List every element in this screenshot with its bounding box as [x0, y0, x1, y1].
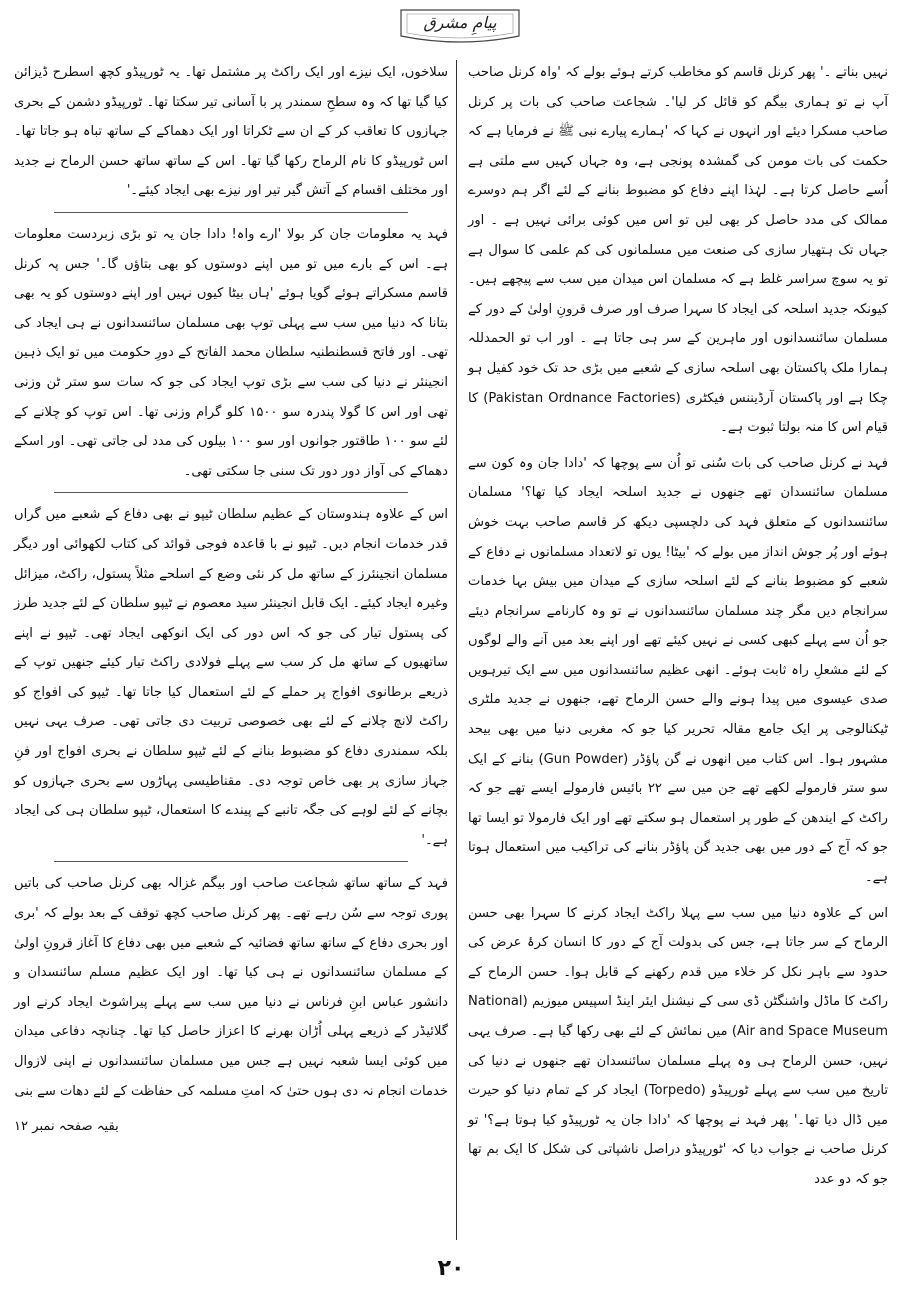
masthead-title: پیامِ مشرق [423, 13, 497, 32]
paragraph: فہد کے ساتھ ساتھ شجاعت صاحب اور بیگم غزالہ بھی کرنل صاحب کی باتیں پوری توجہ سے سُن رہے تھے۔ پھر کرنل صاحب کچھ توقف کے بعد بولے کہ 'بری اور بحری دفاع کے ساتھ ساتھ فضائیہ کے شعبے میں بھی دفاع کا آغاز قرونِ اولیٰ کے مسلمان سائنسدانوں نے ہی کیا تھا۔ اور ایک عظیم مسلم سائنسدان و دانشور عباس ابنِ فرناس نے دنیا میں سب سے پہلے پیراشوٹ ایجاد کرنے اور گلائیڈر کے ذریعے پہلی اُڑان بھرنے کا اعزاز حاصل کیا تھا۔ چنانچہ دفاعی میدان میں کوئی ایسا شعبہ نہیں ہے جس میں مسلمان سائنسدانوں نے اپنی لازوال خدمات انجام نہ دی ہوں حتیٰ کہ امتِ مسلمہ کی حفاظت کے لئے دھات سے بنی [14, 876, 448, 1099]
paragraph: اس کے علاوہ ہندوستان کے عظیم سلطان ٹیپو نے بھی دفاع کے شعبے میں گراں قدر خدمات انجام دیں۔ ٹیپو نے با قاعدہ فوجی قوائد کی کتاب لکھوائی اور دیگر مسلمان انجینئرز کے ساتھ مل کر نئی وضع کے اسلحے مثلاً پستول، راکٹ، میزائل وغیرہ ایجاد کیئے۔ ایک قابل انجینئر سید معصوم نے ٹیپو سلطان کے لئے جدید طرز کی پستول تیار کی جو کہ اس دور کی ایک انوکھی ایجاد تھی۔ ٹیپو نے اپنے ساتھیوں کے ساتھ مل کر سب سے پہلے فولادی راکٹ تیار کیئے جنھیں توپ کے ذریعے برطانوی افواج پر حملے کے لئے استعمال کیا جاتا تھا۔ ٹیپو کی افواج کو راکٹ لانچ چلانے کے لئے بھی خصوصی تربیت دی جاتی تھی۔ صرف یہی نہیں بلکہ سمندری دفاع کو مضبوط بنانے کے لئے ٹیپو سلطان نے بحری افواج اور فنِ جہاز سازی پر بھی خاص توجہ دی۔ مقناطیسی پہاڑوں سے بحری جہازوں کو بچانے کے لئے لوہے کی جگہ تانبے کے پیندے کا استعمال، ٹیپو سلطان ہی کی ایجاد ہے۔' [14, 507, 448, 848]
paragraph: سلاخوں، ایک نیزے اور ایک راکٹ پر مشتمل تھا۔ یہ ٹورپیڈو کچھ اسطرح ڈیزائن کیا گیا تھا کہ وہ سطحِ سمندر پر با آسانی تیر سکتا تھا۔ ٹورپیڈو دشمن کے بحری جہازوں کا تعاقب کر کے ان سے ٹکراتا اور ایک دھماکے کے ساتھ تباہ ہو جاتا تھا۔ اس ٹورپیڈو کا نام الرماح رکھا گیا تھا۔ اس کے ساتھ ساتھ حسن الرماح نے جدید اور مختلف اقسام کے آتش گیر تیر اور نیزے بھی ایجاد کیئے۔' [14, 65, 448, 199]
paragraph: فہد یہ معلومات جان کر بولا 'ارے واہ! دادا جان یہ تو بڑی زبردست معلومات ہے۔ اس کے بارے میں تو میں اپنے دوستوں کو بھی بتاؤں گا۔' جس پہ کرنل قاسم مسکراتے ہوئے گویا ہوئے 'ہاں بیٹا کیوں نہیں اور اپنے دوستوں کو یہ بھی بتانا کہ دنیا میں سب سے پہلی توپ بھی مسلمان سائنسدانوں نے ہی ایجاد کی تھی۔ اور فاتح قسطنطنیہ سلطان محمد الفاتح کے دورِ حکومت میں تو ایک ذہین انجینئر نے دنیا کی سب سے بڑی توپ ایجاد کی جو کہ سات سو ستر ٹن وزنی تھی اور اس کا گولا پندرہ سو ۱۵۰۰ کلو گرام وزنی تھا۔ اس توپ کو چلانے کے لئے سو ۱۰۰ طاقتور جوانوں اور سو ۱۰۰ بیلوں کی مدد لی جاتی تھی۔ اور اسکے دھماکے کی آواز دور دور تک سنی جا سکتی تھی۔ [14, 226, 449, 479]
continued-note: بقیہ صفحہ نمبر ۱۲ [14, 1119, 119, 1135]
paragraph: فہد نے کرنل صاحب کی بات سُنی تو اُن سے پوچھا کہ 'دادا جان وہ کون سے مسلمان سائنسدان تھے جنھوں نے جدید اسلحہ ایجاد کیا تھا؟' مسلمان سائنسدانوں کے متعلق فہد کی دلچسپی دیکھ کر قاسم صاحب بہت خوش ہوئے اور پُر جوش انداز میں بولے کہ 'بیٹا! یوں تو لاتعداد مسلمانوں نے دفاع کے شعبے کو مضبوط بنانے کے لئے اسلحہ سازی کے میدان میں بیش بہا خدمات سرانجام دیں مگر چند مسلمان سائنسدانوں نے تو وہ کارنامے سرانجام دیئے جو اُن سے پہلے کبھی کسی نے نہیں کیئے تھے اور اپنے بعد میں آنے والے لوگوں کے لئے مشعلِ راہ ثابت ہوئے۔ انھی عظیم سائنسدانوں میں سے ایک تیرہویں صدی عیسوی میں پیدا ہونے والے حسن الرماح تھے، جنھوں نے جدید ملٹری ٹیکنالوجی پر ایک جامع مقالہ تحریر کیا جو کہ مغربی دنیا میں بھی بیحد مشہور ہوا۔ اس کتاب میں انھوں نے گن پاؤڈر (Gun Powder) بنانے کے ایک سو ستر فارمولے لکھے تھے جن میں سے ۲۲ بائیس فارمولے ایسے تھے جو کہ راکٹ کے ایندھن کے طور پر استعمال ہو سکتے تھے اور ایک فارمولا تو ایسا تھا جو کہ آج کے دور میں بھی جدید گن پاؤڈر بنانے کی تراکیب میں استعمال ہوتا ہے۔ [468, 455, 888, 886]
paragraph: اس کے علاوہ دنیا میں سب سے پہلا راکٹ ایجاد کرنے کا سہرا بھی حسن الرماح کے سر جاتا ہے، جس کی بدولت آج کے دور کا انسان کرۂ عرض کی حدود سے باہر نکل کر خلاء میں قدم رکھنے کے قابل ہوا۔ حسن الرماح کے راکٹ کا ماڈل واشنگٹن ڈی سی کے نیشنل ایئر اینڈ اسپیس میوزیم (National Air and Space Museum) میں نمائش کے لئے بھی رکھا گیا ہے۔ صرف یہی نہیں، حسن الرماح ہی وہ پہلے مسلمان سائنسدان تھے جنھوں نے دنیا کی تاریخ میں سب سے پہلے ٹورپیڈو (Torpedo) ایجاد کر کے تمام دنیا کو حیرت میں ڈال دیا تھا۔' پھر فہد نے پوچھا کہ 'دادا جان یہ ٹورپیڈو کیا ہوتا ہے؟' تو کرنل صاحب نے جواب دیا کہ 'ٹورپیڈو دراصل ناشپاتی کی شکل کا ایک بم تھا جو کہ دو عدد [468, 905, 888, 1187]
page-number: ۲۰ [437, 1256, 465, 1281]
section-separator [54, 492, 408, 493]
left-column [14, 58, 448, 1148]
masthead [395, 6, 525, 46]
paragraph: نہیں بناتے ۔' پھر کرنل قاسم کو مخاطب کرتے ہوئے بولے کہ 'واہ کرنل صاحب آپ نے تو ہماری بیگم کو قائل کر لیا'۔ شجاعت صاحب کی بات پر کرنل صاحب مسکرا دیئے اور انہوں نے کہا کہ 'ہمارے پیارے نبی ﷺ نے فرمایا ہے کہ حکمت کی بات مومن کی گمشدہ پونجی ہے، وہ جہاں کہیں سے ملتی ہے اُسے حاصل کرتا ہے۔ لہٰذا اپنے دفاع کو مضبوط بنانے کے لئے اگر ہم دوسرے ممالک کی مدد حاصل کر بھی لیں تو اس میں کوئی برائی نہیں ہے ۔ اور جہاں تک ہتھیار سازی کی صنعت میں مسلمانوں کی کم علمی کا سوال ہے تو یہ سوچ سراسر غلط ہے کہ مسلمان اس میدان میں سب سے پیچھے ہیں۔ کیونکہ جدید اسلحہ کی ایجاد کا سہرا صرف اور صرف قرونِ اولیٰ کے دور کے مسلمان سائنسدانوں اور ماہرین کے سر ہی جاتا ہے ۔ اور اب تو الحمدللہ ہمارا ملک پاکستان بھی اسلحہ سازی کے شعبے میں بڑی حد تک خود کفیل ہو چکا ہے اور پاکستان آرڈیننس فیکٹری (Pakistan Ordnance Factories) کا قیام اس کا منہ بولتا ثبوت ہے۔ [468, 65, 888, 436]
section-separator [54, 212, 408, 213]
section-separator [54, 861, 408, 862]
column-divider [456, 60, 457, 1240]
right-column [468, 58, 888, 1201]
